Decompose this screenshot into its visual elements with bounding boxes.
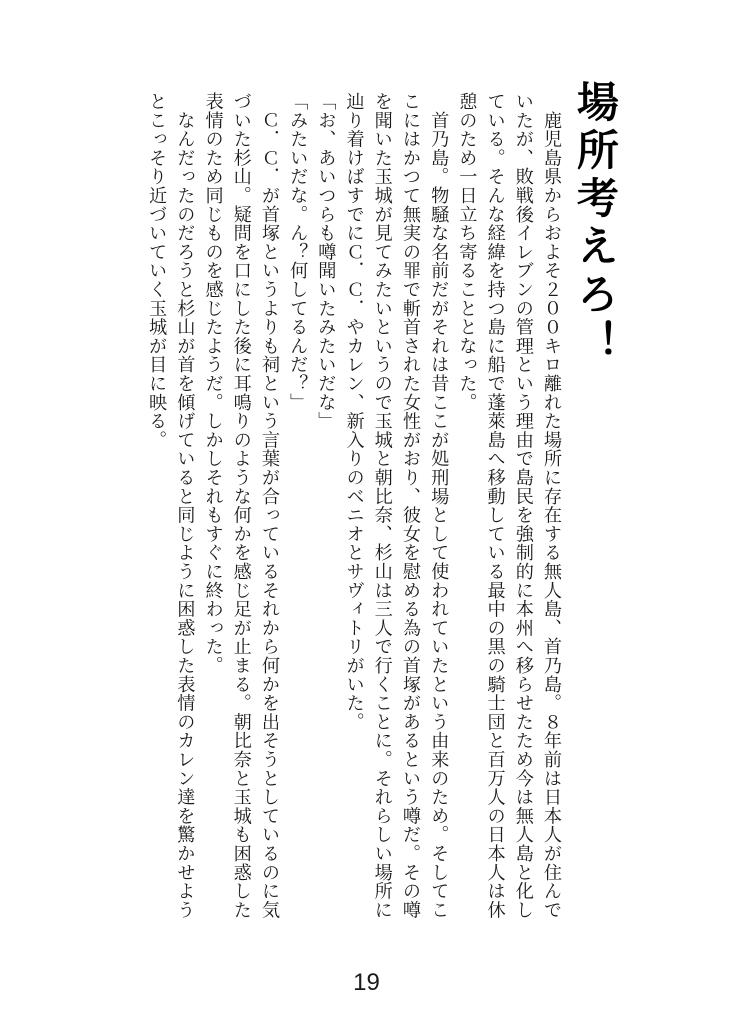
- page-number: 19: [353, 969, 380, 996]
- body-text: [95, 92, 565, 934]
- paragraph: Ｃ．Ｃ．が首塚というよりも祠という言葉が合っているそれから何かを出そうとしているのに気づいた杉山。疑問を口にした後に耳鳴りのような何かを感じ足が止まる。朝比奈と玉城も困惑した表情のため同じものを感じたようだ。しかしそれもすぐに終わった。: [202, 92, 280, 920]
- dialogue-line: 「みたいだな。ん？何してるんだ？」: [287, 92, 309, 412]
- paragraph: なんだったのだろうと杉山が首を傾げていると同じように困惑した表情のカレン達を驚かせようとこっそり近づいていく玉城が目に映る。: [146, 92, 196, 920]
- page-title: 場所考えろ！: [570, 80, 620, 368]
- dialogue-line: 「お、あいつらも噂聞いたみたいだな」: [315, 92, 337, 431]
- paragraph: 首乃島。物騒な名前だがそれは昔ここが処刑場として使われていたという由来のため。そしてここにはかつて無実の罪で斬首された女性がおり、彼女を慰める為の首塚があるという噂だ。その噂を聞いた玉城が見てみたいというので玉城と朝比奈、杉山は三人で行くことに。それらしい場所に辿り着けばすでにＣ．Ｃ．やカレン、新入りのベニオとサヴィトリがいた。: [343, 92, 450, 920]
- paragraph: 鹿児島県からおよそ２００キロ離れた場所に存在する無人島、首乃島。８年前は日本人が住んでいたが、敗戦後イレブンの管理という理由で島民を強制的に本州へ移らせたため今は無人島と化している。そんな経緯を持つ島に船で蓬萊島へ移動している最中の黒の騎士団と百万人の日本人は休憩のため一日立ち寄ることとなった。: [456, 92, 562, 920]
